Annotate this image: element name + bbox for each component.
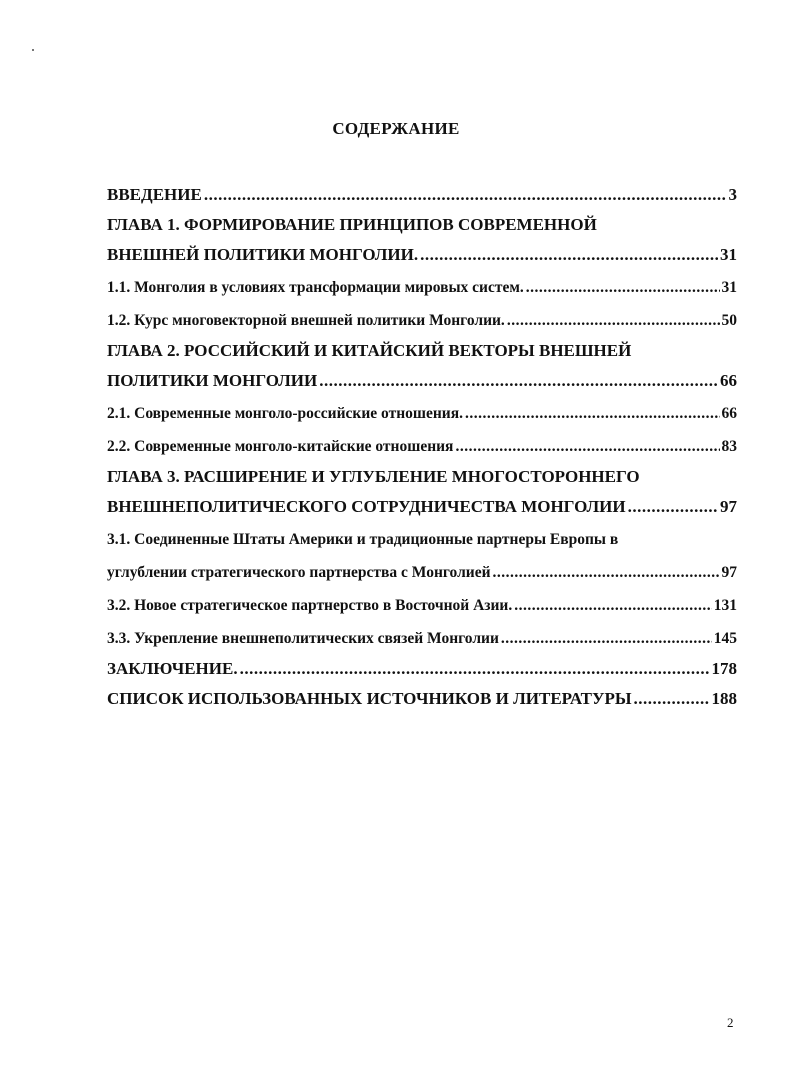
- dot-leader: [420, 240, 718, 270]
- dot-leader: [455, 432, 719, 462]
- page-title: СОДЕРЖАНИЕ: [332, 119, 460, 138]
- dot-leader: [634, 684, 710, 714]
- toc-entry-text: 2.2. Современные монголо-китайские отношения: [107, 438, 454, 455]
- scan-speck: [32, 49, 34, 51]
- toc-entry-text: углублении стратегического партнерства с Монголией: [107, 564, 491, 581]
- toc-entry-text: ВНЕШНЕПОЛИТИЧЕСКОГО СОТРУДНИЧЕСТВА МОНГОЛИИ: [107, 497, 626, 516]
- toc-entry-intro: [107, 180, 737, 210]
- toc-entry-text: 1.2. Курс многовекторной внешней политики Монголии.: [107, 312, 505, 329]
- toc-entry-section-1-2: [107, 306, 737, 336]
- toc-page-number: 3: [728, 185, 737, 204]
- dot-leader: [240, 654, 710, 684]
- toc-chapter-1-title: ГЛАВА 1. ФОРМИРОВАНИЕ ПРИНЦИПОВ СОВРЕМЕННОЙ: [107, 215, 597, 234]
- dot-leader: [319, 366, 718, 396]
- toc-page-number: 97: [721, 564, 737, 581]
- dot-leader: [628, 492, 718, 522]
- toc-entry-conclusion: [107, 654, 737, 684]
- toc-entry-section-2-1: [107, 399, 737, 429]
- toc-chapter-3-title: ГЛАВА 3. РАСШИРЕНИЕ И УГЛУБЛЕНИЕ МНОГОСТОРОННЕГО: [107, 467, 640, 486]
- toc-entry-section-3-3: [107, 624, 737, 654]
- toc-page-number: 145: [713, 630, 737, 647]
- toc-page-number: 188: [711, 689, 737, 708]
- toc-page-number: 31: [720, 245, 737, 264]
- toc-entry-text: 2.1. Современные монголо-российские отношения.: [107, 405, 463, 422]
- toc-section-3-1-title: 3.1. Соединенные Штаты Америки и традиционные партнеры Европы в: [107, 531, 619, 548]
- toc-entry-bibliography: [107, 684, 737, 714]
- page-number: 2: [727, 1015, 734, 1030]
- toc-entry-chapter-2: [107, 366, 737, 396]
- toc-page-number: 83: [721, 438, 737, 455]
- table-of-contents: [107, 180, 737, 714]
- toc-entry-section-3-1: [107, 558, 737, 588]
- toc-entry-section-1-1: [107, 273, 737, 303]
- toc-page-number: 50: [721, 312, 737, 329]
- toc-entry-text: 3.2. Новое стратегическое партнерство в Восточной Азии.: [107, 597, 513, 614]
- toc-entry-chapter-3: [107, 492, 737, 522]
- dot-leader: [507, 306, 720, 336]
- toc-entry-section-3-2: [107, 591, 737, 621]
- dot-leader: [501, 624, 712, 654]
- toc-entry-text: ЗАКЛЮЧЕНИЕ.: [107, 659, 238, 678]
- dot-leader: [514, 591, 712, 621]
- toc-entry-text: СПИСОК ИСПОЛЬЗОВАННЫХ ИСТОЧНИКОВ И ЛИТЕРАТУРЫ: [107, 689, 632, 708]
- toc-entry-text: ВВЕДЕНИЕ: [107, 185, 202, 204]
- toc-entry-text: 1.1. Монголия в условиях трансформации мировых систем.: [107, 279, 524, 296]
- toc-page-number: 31: [721, 279, 737, 296]
- toc-page-number: 131: [713, 597, 737, 614]
- toc-entry-chapter-1: [107, 240, 737, 270]
- toc-entry-text: ПОЛИТИКИ МОНГОЛИИ: [107, 371, 318, 390]
- toc-page-number: 66: [720, 371, 737, 390]
- toc-chapter-2-title: ГЛАВА 2. РОССИЙСКИЙ И КИТАЙСКИЙ ВЕКТОРЫ ВНЕШНЕЙ: [107, 341, 632, 360]
- toc-entry-text: ВНЕШНЕЙ ПОЛИТИКИ МОНГОЛИИ.: [107, 245, 419, 264]
- toc-page-number: 97: [720, 497, 737, 516]
- toc-entry-text: 3.3. Укрепление внешнеполитических связей Монголии: [107, 630, 499, 647]
- dot-leader: [493, 558, 720, 588]
- dot-leader: [204, 180, 727, 210]
- dot-leader: [526, 273, 720, 303]
- toc-entry-section-2-2: [107, 432, 737, 462]
- toc-page-number: 178: [711, 659, 737, 678]
- toc-page-number: 66: [721, 405, 737, 422]
- dot-leader: [465, 399, 720, 429]
